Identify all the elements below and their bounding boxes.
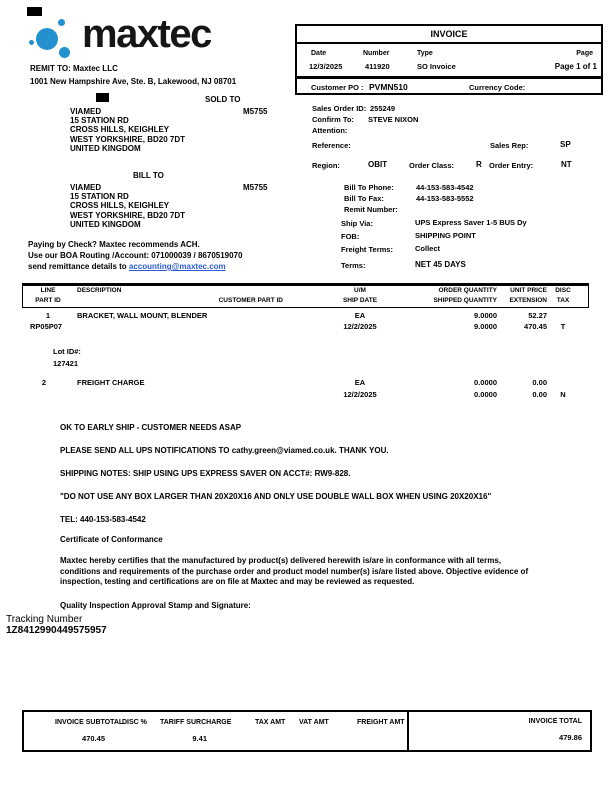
ach-note-line3 bbox=[28, 262, 226, 271]
bill-to-fax-value: 44-153-583-5552 bbox=[416, 194, 474, 203]
divider bbox=[297, 42, 601, 44]
col-uom-header: U/M bbox=[354, 287, 366, 294]
invoice-total-label: INVOICE TOTAL bbox=[528, 718, 582, 725]
freight-amt-label: FREIGHT AMT bbox=[357, 719, 405, 726]
terms-label: Terms: bbox=[341, 261, 366, 270]
bill-to-phone-value: 44-153-583-4542 bbox=[416, 183, 474, 192]
invoice-title: INVOICE bbox=[430, 29, 468, 39]
item-row-tax: N bbox=[560, 390, 566, 399]
invoice-page-number: Page 1 of 1 bbox=[554, 62, 597, 71]
sales-rep-value: SP bbox=[560, 140, 571, 149]
vat-amt-label: VAT AMT bbox=[299, 719, 329, 726]
disc-percent-label: DISC % bbox=[122, 719, 147, 726]
brand-wordmark: maxtec bbox=[82, 12, 211, 56]
invoice-number: 411920 bbox=[365, 62, 390, 71]
lot-id-value: 127421 bbox=[53, 359, 79, 368]
currency-code-label: Currency Code: bbox=[469, 83, 526, 92]
terms-value: NET 45 DAYS bbox=[415, 260, 466, 269]
remit-address-line: 1001 New Hampshire Ave, Ste. B, Lakewood, NJ 08701 bbox=[30, 77, 237, 86]
remit-number-label: Remit Number: bbox=[344, 205, 398, 214]
invoice-header-box bbox=[295, 24, 603, 95]
sold-to-line: WEST YORKSHIRE, BD20 7DT bbox=[70, 134, 185, 144]
bill-to-account-code: M5755 bbox=[243, 183, 268, 192]
item-row-ship-date: 12/2/2025 bbox=[343, 322, 377, 331]
logo-dot-medium-icon bbox=[59, 47, 70, 58]
note-line: TEL: 440-153-583-4542 bbox=[60, 515, 146, 524]
totals-bar bbox=[22, 710, 589, 752]
note-line: PLEASE SEND ALL UPS NOTIFICATIONS TO cathy.green@viamed.co.uk. THANK YOU. bbox=[60, 446, 389, 455]
date-label: Date bbox=[311, 50, 327, 57]
scan-artifact-mark bbox=[96, 93, 109, 102]
bill-to-line: 15 STATION RD bbox=[70, 192, 129, 202]
col-part-id-header: PART ID bbox=[35, 297, 61, 304]
tax-amt-label: TAX AMT bbox=[255, 719, 286, 726]
sales-rep-label: Sales Rep: bbox=[490, 141, 529, 150]
bill-to-phone-label: Bill To Phone: bbox=[344, 183, 394, 192]
tariff-surcharge-label: TARIFF SURCHARGE bbox=[160, 719, 232, 726]
invoice-subtotal-label: INVOICE SUBTOTAL bbox=[55, 719, 124, 726]
item-row-order-qty: 0.0000 bbox=[474, 378, 497, 387]
fob-label: FOB: bbox=[341, 232, 360, 241]
item-row-part-id: RP05P07 bbox=[30, 322, 63, 331]
attention-label: Attention: bbox=[312, 126, 348, 135]
item-row-line: 1 bbox=[45, 311, 51, 320]
confirm-to-value: STEVE NIXON bbox=[368, 115, 419, 124]
col-description-header: DESCRIPTION bbox=[77, 287, 122, 294]
item-row-shipped-qty: 0.0000 bbox=[474, 390, 497, 399]
item-row-tax: T bbox=[560, 322, 566, 331]
remit-to-line: REMIT TO: Maxtec LLC bbox=[30, 64, 118, 73]
sold-to-heading: SOLD TO bbox=[205, 95, 241, 104]
freight-terms-label: Freight Terms: bbox=[341, 245, 393, 254]
certificate-title: Certificate of Conformance bbox=[60, 535, 163, 544]
item-row-uom: EA bbox=[354, 311, 366, 320]
col-order-qty-header: ORDER QUANTITY bbox=[438, 287, 497, 294]
sold-to-line: CROSS HILLS, KEIGHLEY bbox=[70, 125, 170, 135]
item-row-description: FREIGHT CHARGE bbox=[77, 378, 145, 387]
item-row-line: 2 bbox=[41, 378, 47, 387]
invoice-total-value: 479.86 bbox=[559, 733, 582, 742]
lot-id-label: Lot ID#: bbox=[53, 347, 81, 356]
item-row-order-qty: 9.0000 bbox=[474, 311, 497, 320]
ach-note-line2: Use our BOA Routing /Account: 071000039 / 8670519070 bbox=[28, 251, 243, 260]
note-line: SHIPPING NOTES: SHIP USING UPS EXPRESS SAVER ON ACCT#: RW9-828. bbox=[60, 469, 351, 478]
sold-to-account-code: M5755 bbox=[243, 107, 268, 116]
sold-to-line: VIAMED bbox=[70, 107, 102, 116]
certificate-body: Maxtec hereby certifies that the manufactured by product(s) delivered herewith is/are in conformance with all terms, conditions and requirements of the purchase order and product model number(s) is/are listed above. Objective evidence of inspection, testing and certifications are on file at Maxtec and may be reviewed as requested. bbox=[60, 556, 529, 586]
type-label: Type bbox=[417, 50, 433, 57]
customer-po-value: PVMN510 bbox=[369, 82, 408, 92]
customer-po-label: Customer PO : bbox=[311, 83, 364, 92]
bill-to-heading: BILL TO bbox=[133, 171, 164, 180]
bill-to-line: WEST YORKSHIRE, BD20 7DT bbox=[70, 210, 185, 220]
col-tax-header: TAX bbox=[556, 297, 570, 304]
item-row-unit-price: 0.00 bbox=[532, 378, 547, 387]
logo-dot-large-icon bbox=[36, 28, 58, 50]
item-row-extension: 470.45 bbox=[524, 322, 547, 331]
tracking-number-value: 1Z8412990449575957 bbox=[6, 625, 107, 636]
region-value: OBIT bbox=[368, 160, 388, 169]
col-shipped-qty-header: SHIPPED QUANTITY bbox=[433, 297, 497, 304]
invoice-type: SO Invoice bbox=[417, 62, 456, 71]
ach-note-line3-prefix: send remittance details to bbox=[28, 262, 129, 271]
tracking-number-label: Tracking Number bbox=[6, 614, 83, 625]
tariff-surcharge-value: 9.41 bbox=[192, 734, 207, 743]
sales-order-id-value: 255249 bbox=[370, 104, 396, 113]
confirm-to-label: Confirm To: bbox=[312, 115, 354, 124]
item-row-unit-price: 52.27 bbox=[528, 311, 547, 320]
logo-dot-tiny-icon bbox=[29, 40, 34, 45]
maxtec-logo bbox=[26, 14, 256, 66]
item-row-extension: 0.00 bbox=[532, 390, 547, 399]
sales-order-id-label: Sales Order ID: bbox=[312, 104, 367, 113]
remittance-email-link[interactable]: accounting@maxtec.com bbox=[128, 262, 226, 271]
number-label: Number bbox=[363, 50, 390, 57]
sold-to-address bbox=[70, 107, 185, 153]
invoice-total-box bbox=[407, 710, 592, 752]
note-line: OK TO EARLY SHIP - CUSTOMER NEEDS ASAP bbox=[60, 423, 242, 432]
col-extension-header: EXTENSION bbox=[509, 297, 547, 304]
bill-to-fax-label: Bill To Fax: bbox=[344, 194, 384, 203]
item-row-ship-date: 12/2/2025 bbox=[343, 390, 377, 399]
col-line-header: LINE bbox=[40, 287, 56, 294]
col-disc-header: DISC bbox=[555, 287, 571, 294]
logo-dot-small-icon bbox=[58, 19, 65, 26]
sold-to-line: UNITED KINGDOM bbox=[70, 143, 141, 153]
bill-to-line: CROSS HILLS, KEIGHLEY bbox=[70, 201, 170, 211]
bill-to-address bbox=[70, 183, 185, 229]
invoice-date: 12/3/2025 bbox=[309, 62, 343, 71]
item-row-uom: EA bbox=[354, 378, 366, 387]
fob-value: SHIPPING POINT bbox=[415, 231, 476, 240]
bill-to-line: VIAMED bbox=[70, 183, 102, 192]
bill-to-line: UNITED KINGDOM bbox=[70, 219, 141, 229]
col-ship-date-header: SHIP DATE bbox=[342, 297, 378, 304]
sold-to-line: 15 STATION RD bbox=[70, 116, 129, 126]
freight-terms-value: Collect bbox=[415, 244, 441, 253]
order-entry-label: Order Entry: bbox=[489, 161, 534, 170]
order-class-label: Order Class: bbox=[409, 161, 455, 170]
page-label: Page bbox=[576, 50, 593, 57]
ship-via-value: UPS Express Saver 1-5 BUS Dy bbox=[415, 218, 527, 227]
note-line: "DO NOT USE ANY BOX LARGER THAN 20X20X16 AND ONLY USE DOUBLE WALL BOX WHEN USING 20X20X16" bbox=[60, 492, 492, 501]
quality-inspection-line: Quality Inspection Approval Stamp and Signature: bbox=[60, 601, 251, 610]
ship-via-label: Ship Via: bbox=[341, 219, 373, 228]
item-row-shipped-qty: 9.0000 bbox=[474, 322, 497, 331]
col-customer-part-id-header: CUSTOMER PART ID bbox=[218, 297, 283, 304]
order-entry-value: NT bbox=[561, 160, 572, 169]
order-class-value: R bbox=[476, 160, 482, 169]
col-unit-price-header: UNIT PRICE bbox=[510, 287, 547, 294]
item-row-description: BRACKET, WALL MOUNT, BLENDER bbox=[77, 311, 208, 320]
invoice-subtotal-value: 470.45 bbox=[82, 734, 105, 743]
divider bbox=[297, 76, 601, 79]
region-label: Region: bbox=[312, 161, 340, 170]
ach-note-line1: Paying by Check? Maxtec recommends ACH. bbox=[28, 240, 200, 249]
reference-label: Reference: bbox=[312, 141, 351, 150]
